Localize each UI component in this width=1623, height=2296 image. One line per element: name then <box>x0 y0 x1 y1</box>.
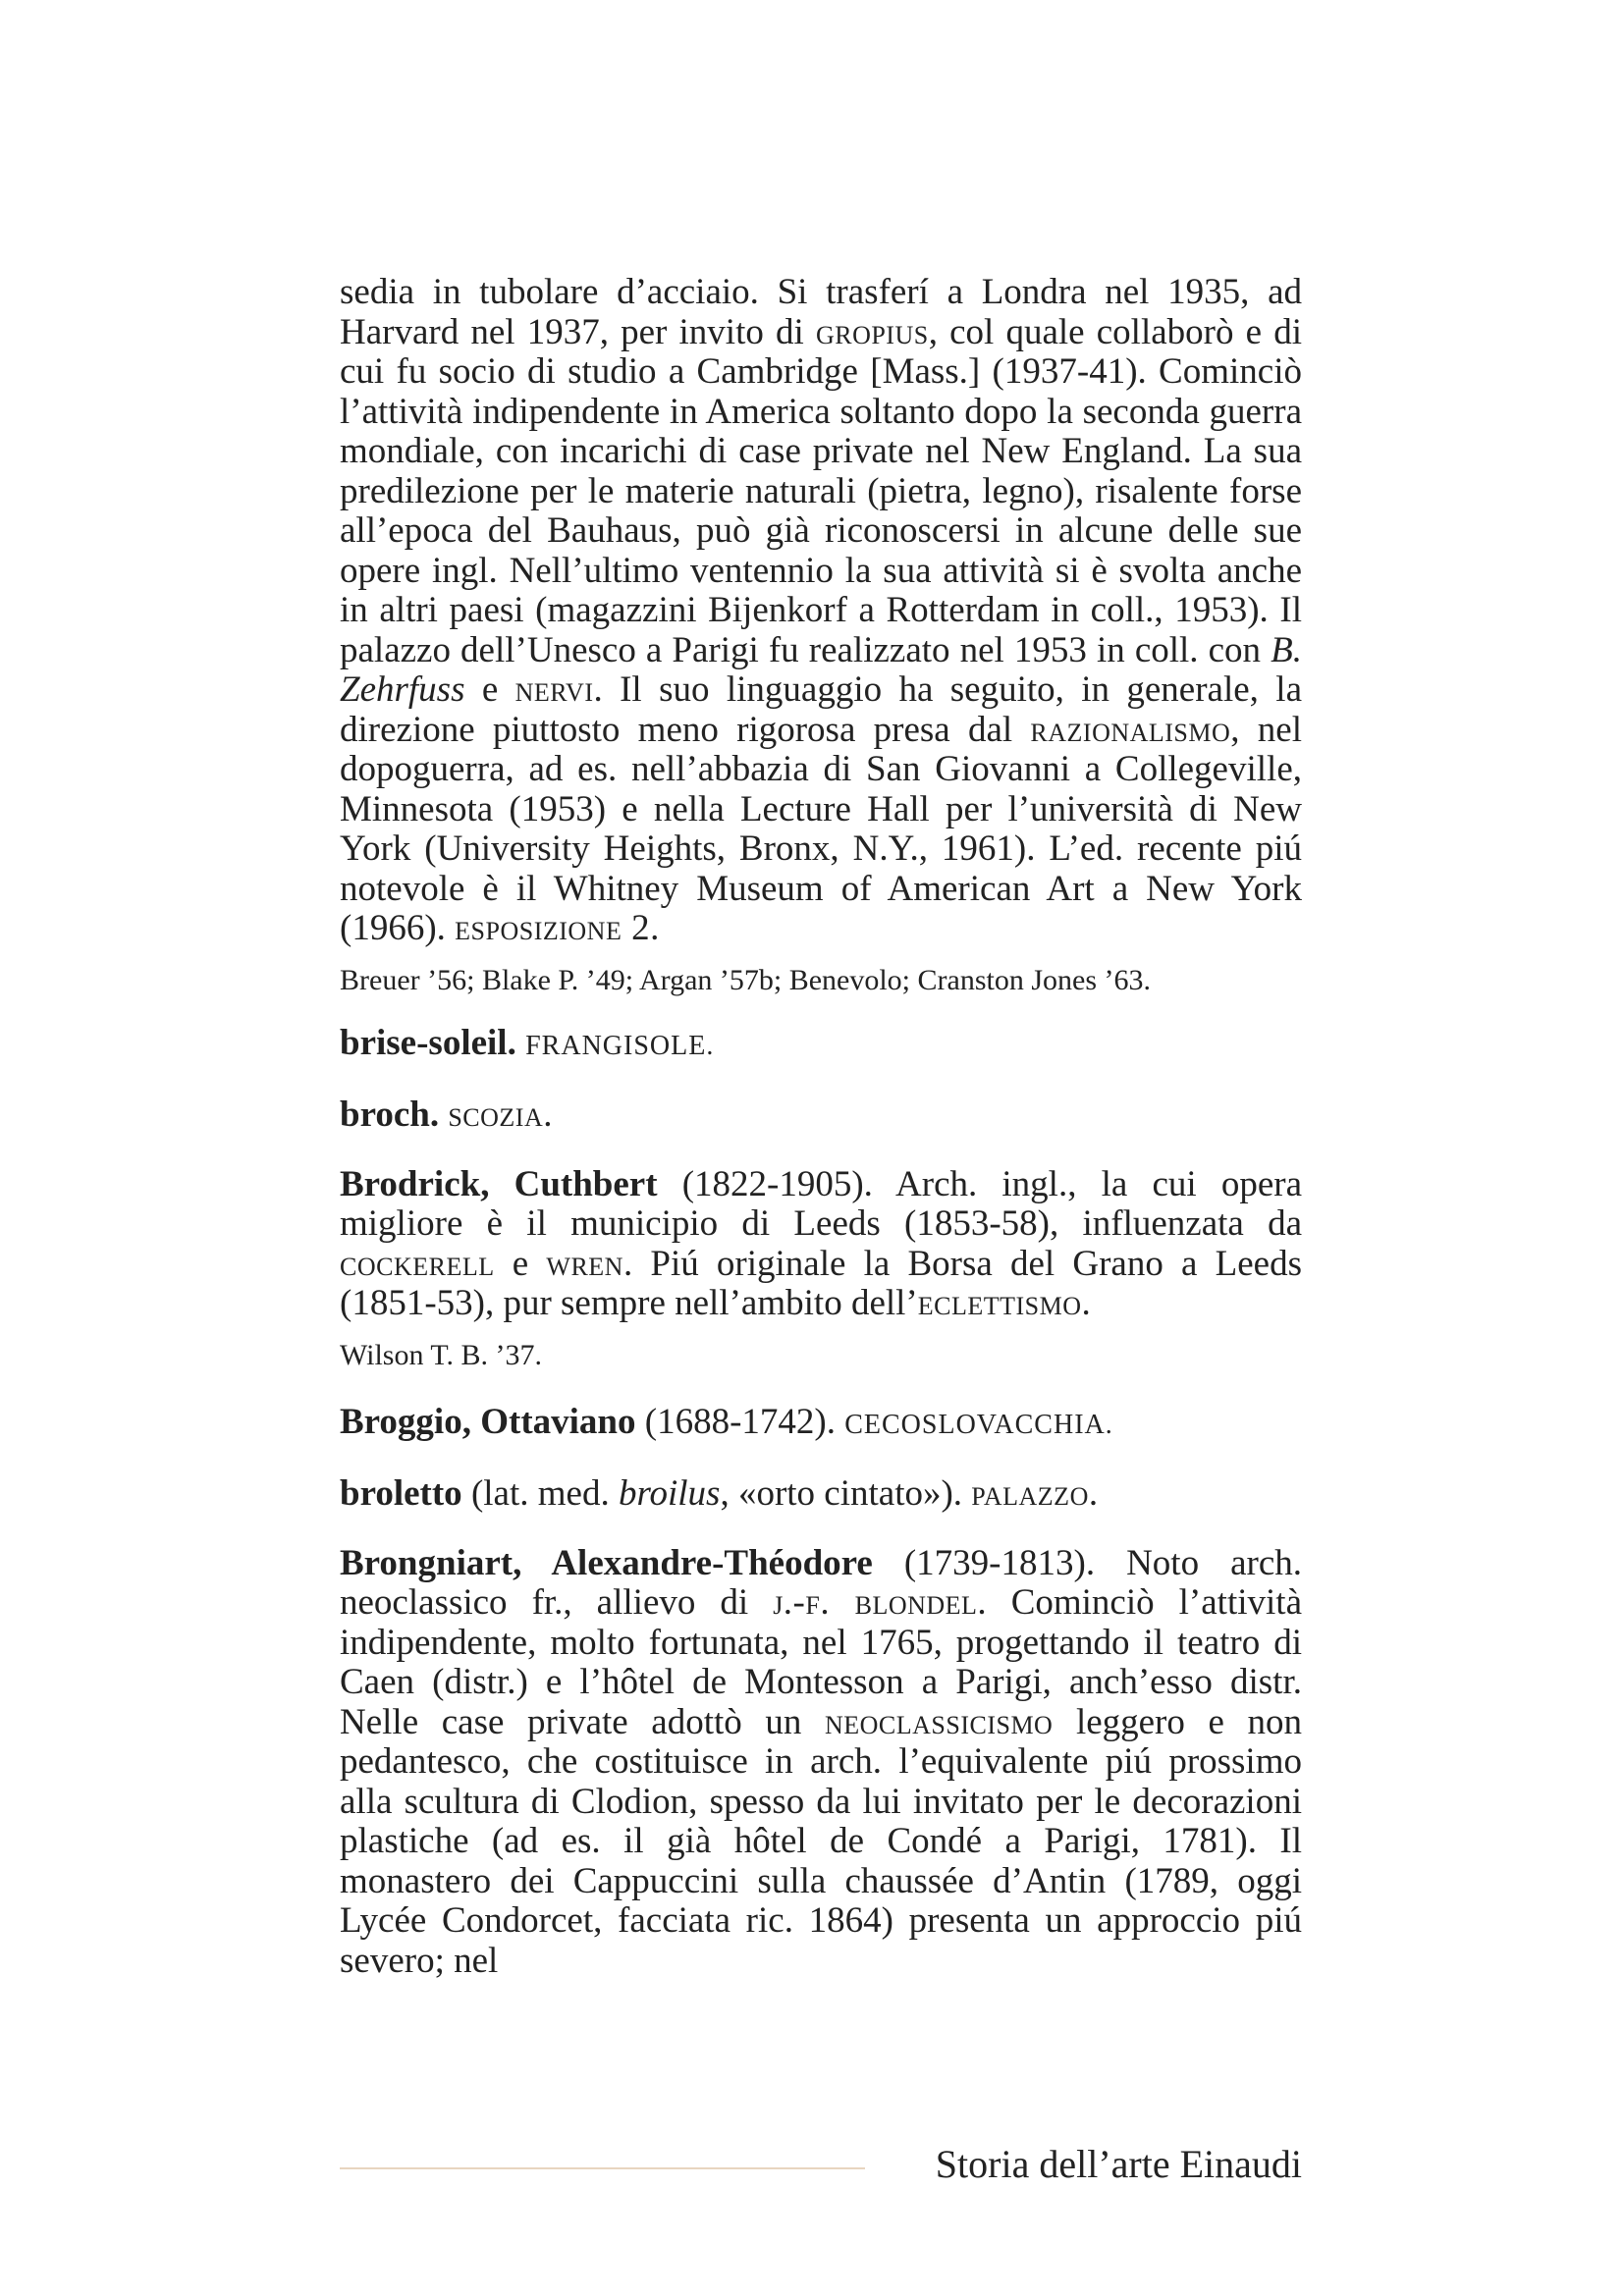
cross-reference: neoclassicismo <box>824 1701 1054 1742</box>
cross-reference: cockerell <box>340 1243 495 1284</box>
cross-reference: razionalismo <box>1030 709 1231 750</box>
text-run: (1739-1813). Noto arch. neoclassico fr., allievo di <box>340 1542 1302 1623</box>
cross-reference: nervi <box>514 669 594 710</box>
italic-term: broilus <box>618 1473 721 1514</box>
entry-brise-soleil <box>340 1024 1302 1067</box>
text-run: , col quale collaborò e di cui fu socio di studio a Cambridge [Mass.] (1937-41). Cominciò l’attività indipendente in America soltanto dopo la seconda guerra mondiale, con incarichi di case private nel New England. La sua predilezione per le materie naturali (pietra, legno), risalente forse all’epoca del Bauhaus, può già riconoscersi in alcune delle sue opere ingl. Nell’ultimo ventennio la sua attività si è svolta anche in altri paesi (magazzini Bijenkorf a Rotterdam in coll., 1953). Il palazzo dell’Unesco a Parigi fu realizzato nel 1953 in coll. con <box>340 311 1302 670</box>
cross-reference: eclettismo <box>917 1283 1082 1323</box>
text-column <box>340 273 1302 1981</box>
entry-broggio <box>340 1403 1302 1446</box>
footer-title: Storia dell’arte Einaudi <box>935 2142 1302 2186</box>
cross-reference: esposizione 2 <box>455 908 651 948</box>
entry-broch <box>340 1095 1302 1136</box>
cross-reference: FRANGISOLE. <box>525 1030 715 1061</box>
text-run: , nel dopoguerra, ad es. nell’abbazia di San Giovanni a Collegeville, Minnesota (1953) e nella Lecture Hall per l’università di New York (University Heights, Bronx, N.Y., 1961). L’ed. recente piú notevole è il Whitney Museum of American Art a New York (1966). <box>340 709 1303 948</box>
text-run: e <box>494 1243 547 1284</box>
headword: broletto <box>340 1473 462 1514</box>
text-run: e <box>464 669 515 710</box>
bibliography-brodrick: Wilson T. B. ’37. <box>340 1338 543 1371</box>
text-run: . Cominciò l’attività indipendente, molto fortunata, nel 1765, progettando il teatro di Caen (distr.) e l’hôtel de Montesson a Parigi, anch’esso distr. Nelle case private adottò un <box>340 1582 1302 1742</box>
cross-reference: gropius <box>815 311 929 352</box>
cross-reference: j.-f. blondel <box>773 1582 978 1623</box>
cross-reference: wren <box>546 1243 623 1284</box>
text-run: . Piú originale la Borsa del Grano a Leeds (1851-53), pur sempre nell’ambito dell’ <box>340 1243 1302 1323</box>
italic-name: B. Zehrfuss <box>340 629 1302 710</box>
text-run: , «orto cintato»). <box>720 1473 972 1514</box>
text-run: leggero e non pedantesco, che costituisce in arch. l’equivalente piú prossimo alla scultura di Clodion, spesso da lui invitato per le decorazioni plastiche (ad es. il già hôtel de Condé a Parigi, 1781). Il monastero dei Cappuccini sulla chaussée d’Antin (1789, oggi Lycée Condorcet, facciata ric. 1864) presenta un approccio piú severo; nel <box>340 1701 1302 1981</box>
headword: Broggio, Ottaviano <box>340 1401 636 1442</box>
text-run: . Il suo linguaggio ha seguito, in generale, la direzione piuttosto meno rigorosa presa dal <box>340 669 1302 750</box>
text-run: sedia in tubolare d’acciaio. Si trasferí a Londra nel 1935, ad Harvard nel 1937, per invito di <box>340 272 1302 352</box>
entry-brongniart <box>340 1544 1302 1982</box>
headword: Brodrick, Cuthbert <box>340 1163 658 1204</box>
entry-brodrick <box>340 1165 1302 1324</box>
text-run: (1688-1742). <box>635 1401 845 1442</box>
headword: broch. <box>340 1095 440 1135</box>
bibliography-breuer: Breuer ’56; Blake P. ’49; Argan ’57b; Benevolo; Cranston Jones ’63. <box>340 963 1151 996</box>
text-run: (lat. med. <box>461 1473 619 1514</box>
footer-rule <box>340 2167 865 2169</box>
headword: brise-soleil. <box>340 1022 516 1063</box>
cross-reference: scozia. <box>448 1095 553 1135</box>
page-footer <box>340 2140 1302 2189</box>
text-run: . <box>1081 1283 1091 1323</box>
entry-broletto <box>340 1474 1302 1515</box>
cross-reference: palazzo. <box>971 1473 1099 1514</box>
entry-breuer-continuation <box>340 273 1302 949</box>
text-run: (1822-1905). Arch. ingl., la cui opera migliore è il municipio di Leeds (1853-58), influenzata da <box>340 1163 1302 1244</box>
text-run: . <box>650 908 660 948</box>
headword: Brongniart, Alexandre-Théodore <box>340 1542 873 1583</box>
cross-reference: CECOSLOVACCHIA. <box>844 1409 1113 1440</box>
